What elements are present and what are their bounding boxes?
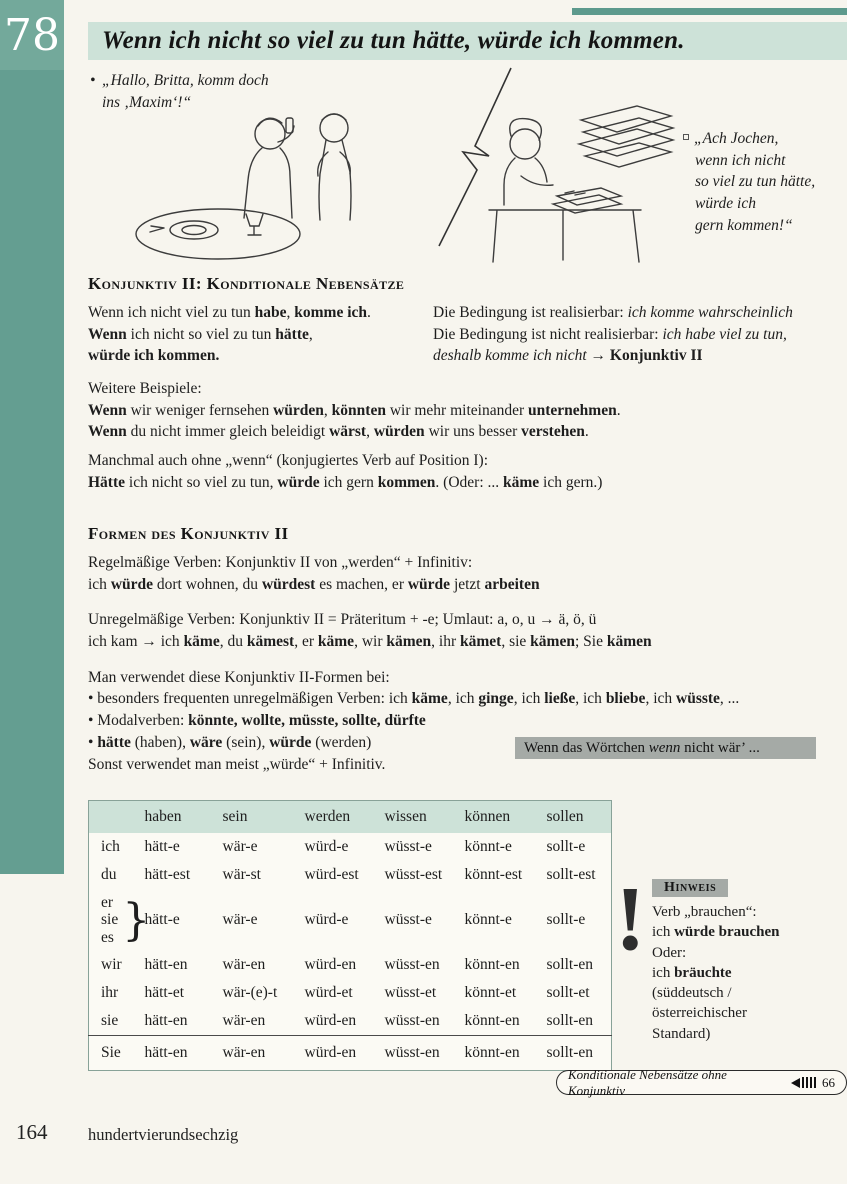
hinweis-text xyxy=(652,903,838,1043)
verb-form-cell: wüsst-est xyxy=(384,866,443,883)
reference-bars-icon xyxy=(802,1077,816,1088)
table-row xyxy=(89,889,612,951)
verb-form-cell: sollt-en xyxy=(541,1036,612,1071)
table-column-header: wissen xyxy=(379,801,459,834)
verb-form-cell: hätt-est xyxy=(144,866,191,883)
intro-illustration-block xyxy=(88,62,847,274)
hinweis-box xyxy=(652,878,838,1045)
quote-text: „Hallo, Britta, komm doch xyxy=(102,72,269,89)
verb-form-cell: hätt-en xyxy=(144,1012,188,1030)
speech-quote-right xyxy=(683,128,847,236)
verb-form-cell: sollt-e xyxy=(546,838,586,855)
text-line: Hätte ich nicht so viel zu tun, würde ich gern kommen. (Oder: ... käme ich gern.) xyxy=(88,473,603,491)
verb-form-cell: hätt-e xyxy=(144,911,180,929)
verb-form-cell: hätt-en xyxy=(139,1036,217,1071)
text-line: Die Bedingung ist realisierbar: ich komme wahrscheinlich xyxy=(433,304,793,321)
verb-form-cell: wär-en xyxy=(222,956,266,974)
example-irregular-verbs: ich kam → ich käme, du kämest, er käme, wir kämen, ihr kämet, sie kämen; Sie kämen xyxy=(88,633,652,651)
lesson-title: Wenn ich nicht so viel zu tun hätte, würde ich kommen. xyxy=(102,27,685,54)
verb-form-cell: wär-en xyxy=(222,1012,266,1030)
verb-form-cell: wüsst-e xyxy=(384,911,432,929)
verb-form-cell: wüsst-en xyxy=(379,1036,459,1071)
text-line: Standard) xyxy=(652,1025,711,1042)
text-line: Wenn du nicht immer gleich beleidigt wärst, würden wir uns besser verstehen. xyxy=(88,423,589,441)
page-number-word: hundertvierundsechzig xyxy=(88,1125,239,1144)
text-line: Die Bedingung ist nicht realisierbar: ich habe viel zu tun, xyxy=(433,325,787,343)
pronoun-cell: du xyxy=(101,866,117,883)
text-line: Oder: xyxy=(652,944,687,961)
verb-form-cell: würd-e xyxy=(304,838,349,855)
lesson-number: 78 xyxy=(4,9,60,61)
konjunktiv-forms-table xyxy=(88,800,612,1071)
verb-form-cell: wär-e xyxy=(222,838,258,855)
table-row xyxy=(89,1036,612,1071)
table-row xyxy=(89,979,612,1007)
verb-form-cell: sollt-en xyxy=(546,956,593,974)
verb-form-cell: könnt-en xyxy=(464,956,520,974)
reference-page-number: 66 xyxy=(822,1074,835,1090)
table-column-header: werden xyxy=(299,801,379,834)
lesson-number-badge xyxy=(0,0,64,70)
page-number: 164 xyxy=(16,1120,48,1144)
section-heading: Konjunktiv II: Konditionale Nebensätze xyxy=(88,274,405,293)
text-line: wenn ich nicht xyxy=(695,151,786,169)
lesson-sidebar xyxy=(0,0,64,874)
weitere-lines xyxy=(88,400,847,494)
weitere-label: Weitere Beispiele: xyxy=(88,380,202,397)
illustration-men-on-phone-icon xyxy=(128,84,428,264)
rule-irregular-verbs: Unregelmäßige Verben: Konjunktiv II = Präteritum + -e; Umlaut: a, o, u → ä, ö, ü xyxy=(88,611,597,629)
konjugation-table xyxy=(88,800,611,1071)
text-line: Wenn wir weniger fernsehen würden, könnten wir mehr miteinander unternehmen. xyxy=(88,401,621,419)
verb-form-cell: wär-en xyxy=(217,1036,299,1071)
text-line: • besonders frequenten unregelmäßigen Verben: ich käme, ich ginge, ich ließe, ich bliebe, ich wüsste, ... xyxy=(88,690,740,708)
text-line: ich bräuchte xyxy=(652,964,732,981)
pronoun-cell: wir xyxy=(101,956,122,974)
verb-form-cell: hätt-et xyxy=(144,984,185,1002)
verb-form-cell: wär-e xyxy=(222,911,258,929)
verb-form-cell: würd-en xyxy=(304,956,357,974)
text-line: ich würde brauchen xyxy=(652,924,780,941)
text-line: ins ‚Maxim‘!“ xyxy=(102,93,192,111)
section-heading: Formen des Konjunktiv II xyxy=(88,524,289,543)
example-sentences xyxy=(88,302,433,367)
text-line xyxy=(683,128,847,150)
verb-form-cell: wär-(e)-t xyxy=(222,984,278,1002)
left-triangle-icon xyxy=(791,1078,800,1088)
usage-intro: Man verwendet diese Konjunktiv II-Formen bei: xyxy=(88,668,390,686)
verb-form-cell: sollt-en xyxy=(546,1012,593,1030)
verb-form-cell: wüsst-e xyxy=(384,838,432,855)
back-reference-icon xyxy=(791,1077,816,1088)
pronoun-cell: Sie xyxy=(89,1036,139,1071)
table-column-header: haben xyxy=(139,801,217,834)
illustration-woman-at-desk-icon xyxy=(463,94,681,272)
table-column-header: sein xyxy=(217,801,299,834)
pronoun-cell: sie xyxy=(101,1012,119,1030)
reference-label: Konditionale Nebensätze ohne Konjunktiv xyxy=(568,1066,727,1098)
text-line: Wenn ich nicht so viel zu tun hätte, xyxy=(88,325,313,343)
table-row xyxy=(89,833,612,861)
quote-text: „Ach Jochen, xyxy=(694,130,779,147)
verb-form-cell: wüsst-en xyxy=(384,956,440,974)
cross-reference-badge xyxy=(556,1066,847,1098)
pronoun-cell: ich xyxy=(101,838,120,855)
table-column-header: sollen xyxy=(541,801,612,834)
verb-form-cell: könnt-en xyxy=(459,1036,541,1071)
text-line: (süddeutsch / xyxy=(652,985,732,1002)
condition-explanation xyxy=(433,302,847,367)
text-line: deshalb komme ich nicht → Konjunktiv II xyxy=(433,347,703,365)
table-row xyxy=(89,861,612,889)
text-line: würde ich xyxy=(695,195,756,213)
verb-form-cell: würd-est xyxy=(304,866,359,883)
usage-note: Sonst verwendet man meist „würde“ + Infinitiv. xyxy=(88,755,386,773)
square-bullet-icon xyxy=(683,134,689,140)
verb-form-cell: sollt-e xyxy=(546,911,586,929)
verb-form-cell: hätt-e xyxy=(144,838,180,855)
table-body xyxy=(89,833,612,1071)
rule-regular-verbs: Regelmäßige Verben: Konjunktiv II von „werden“ + Infinitiv: xyxy=(88,554,473,571)
text-line: • hätte (haben), wäre (sein), würde (werden) xyxy=(88,733,372,751)
verb-form-cell: wüsst-et xyxy=(384,984,437,1002)
verb-form-cell: hätt-en xyxy=(144,956,188,974)
hinweis-label: Hinweis xyxy=(652,879,728,897)
section-weitere-beispiele xyxy=(88,378,847,493)
table-corner-cell xyxy=(89,801,139,834)
verb-form-cell: sollt-et xyxy=(546,984,590,1002)
verb-form-cell: könnt-est xyxy=(464,866,523,883)
verb-form-cell: könnt-e xyxy=(464,911,512,929)
verb-form-cell: könnt-en xyxy=(464,1012,520,1030)
verb-form-cell: sollt-est xyxy=(546,866,596,883)
verb-form-cell: würd-en xyxy=(299,1036,379,1071)
text-line: gern kommen!“ xyxy=(695,216,793,234)
text-line: Verb „brauchen“: xyxy=(652,904,757,920)
verb-form-cell: wär-st xyxy=(222,866,261,883)
table-row xyxy=(89,1007,612,1036)
title-banner xyxy=(88,22,847,60)
table-row xyxy=(89,951,612,979)
verb-form-cell: könnt-e xyxy=(464,838,512,855)
highlight-note: Wenn das Wörtchen wenn nicht wär’ ... xyxy=(515,737,816,759)
verb-form-cell: wüsst-en xyxy=(384,1012,440,1030)
text-line: so viel zu tun hätte, xyxy=(695,173,816,191)
verb-form-cell: würd-e xyxy=(304,911,349,929)
section-konditionale-nebensaetze xyxy=(88,274,847,367)
verb-form-cell: würd-en xyxy=(304,1012,357,1030)
text-line: österreichischer xyxy=(652,1005,747,1022)
verb-form-cell: würd-et xyxy=(304,984,353,1002)
pronoun-cell: ihr xyxy=(101,984,119,1002)
text-line: • Modalverben: könnte, wollte, müsste, sollte, dürfte xyxy=(88,712,426,730)
table-column-header: können xyxy=(459,801,541,834)
top-decorative-strip xyxy=(572,8,847,15)
example-regular-verbs: ich würde dort wohnen, du würdest es machen, er würde jetzt arbeiten xyxy=(88,575,540,593)
brace-icon: } xyxy=(122,894,151,946)
bullet-icon: • xyxy=(90,72,96,89)
text-line: Wenn ich nicht viel zu tun habe, komme ich. xyxy=(88,304,371,321)
exclamation-icon: ! xyxy=(615,867,646,969)
table-header-row xyxy=(89,801,612,834)
verb-form-cell: könnt-et xyxy=(464,984,517,1002)
text-line: würde ich kommen. xyxy=(88,347,220,365)
pronoun-cell: er sie es } xyxy=(101,894,151,946)
text-line: Manchmal auch ohne „wenn“ (konjugiertes Verb auf Position I): xyxy=(88,452,489,470)
